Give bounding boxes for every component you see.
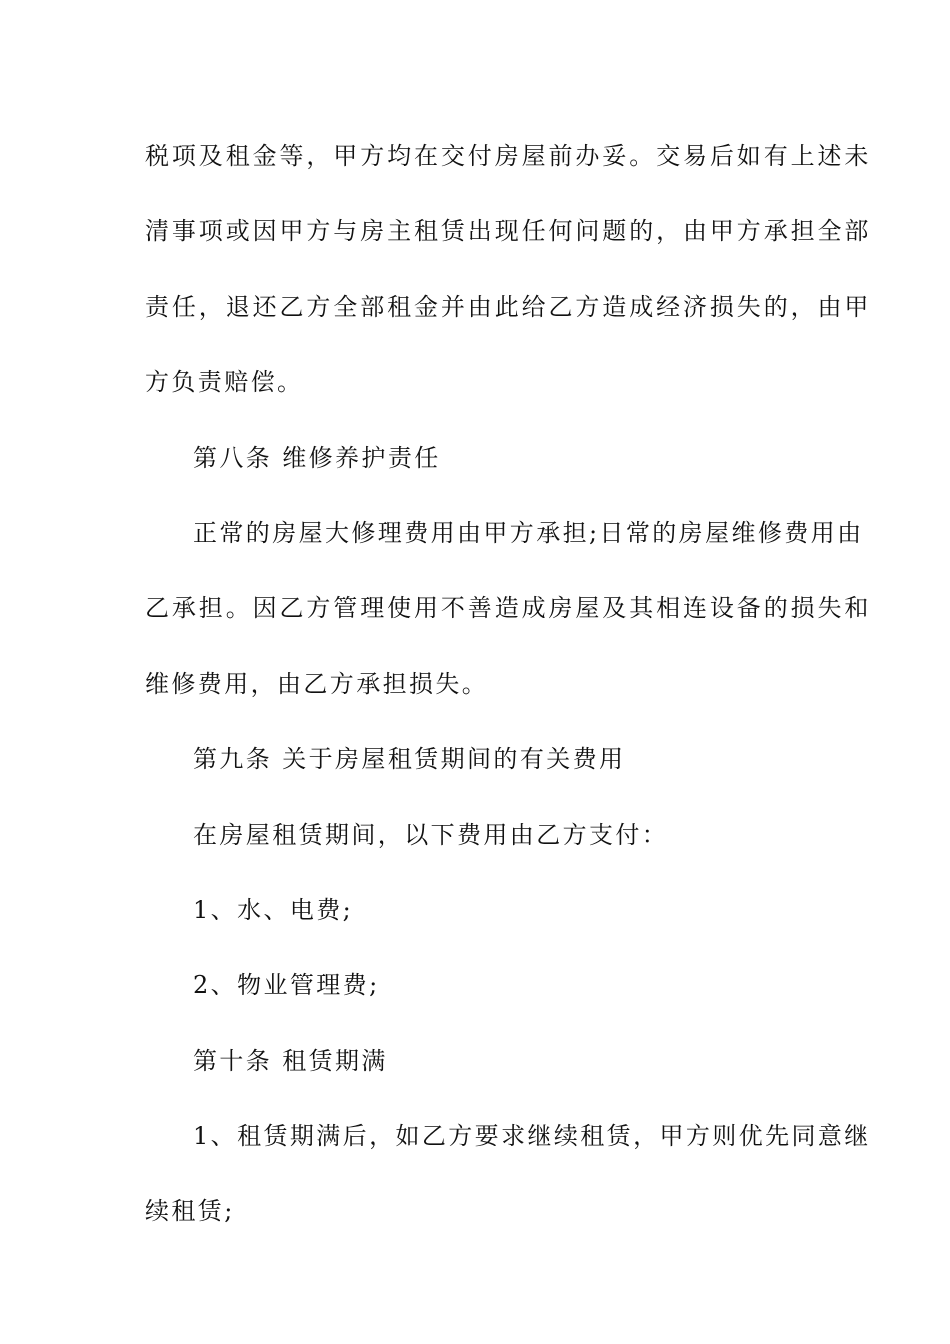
- paragraph-line: 方负责赔偿。: [145, 368, 304, 397]
- list-item: 1、水、电费;: [193, 895, 354, 924]
- list-item: 2、物业管理费;: [193, 971, 380, 1000]
- list-item: 1、租赁期满后，如乙方要求继续租赁，甲方则优先同意继: [193, 1122, 871, 1151]
- paragraph-line: 续租赁;: [145, 1197, 235, 1226]
- paragraph-line: 维修费用，由乙方承担损失。: [145, 669, 489, 698]
- paragraph-line: 税项及租金等，甲方均在交付房屋前办妥。交易后如有上述未: [145, 142, 872, 170]
- paragraph-line: 乙承担。因乙方管理使用不善造成房屋及其相连设备的损失和: [145, 594, 872, 623]
- paragraph-line: 清事项或因甲方与房主租赁出现任何问题的，由甲方承担全部: [145, 217, 872, 246]
- article-heading-8: 第八条 维修养护责任: [193, 443, 441, 472]
- document-body: [145, 119, 872, 1250]
- paragraph-line: 正常的房屋大修理费用由甲方承担;日常的房屋维修费用由: [193, 518, 864, 547]
- article-heading-10: 第十条 租赁期满: [193, 1046, 388, 1075]
- paragraph-line: 责任，退还乙方全部租金并由此给乙方造成经济损失的，由甲: [145, 292, 872, 321]
- paragraph-line: 在房屋租赁期间，以下费用由乙方支付：: [193, 820, 669, 849]
- article-heading-9: 第九条 关于房屋租赁期间的有关费用: [193, 745, 626, 774]
